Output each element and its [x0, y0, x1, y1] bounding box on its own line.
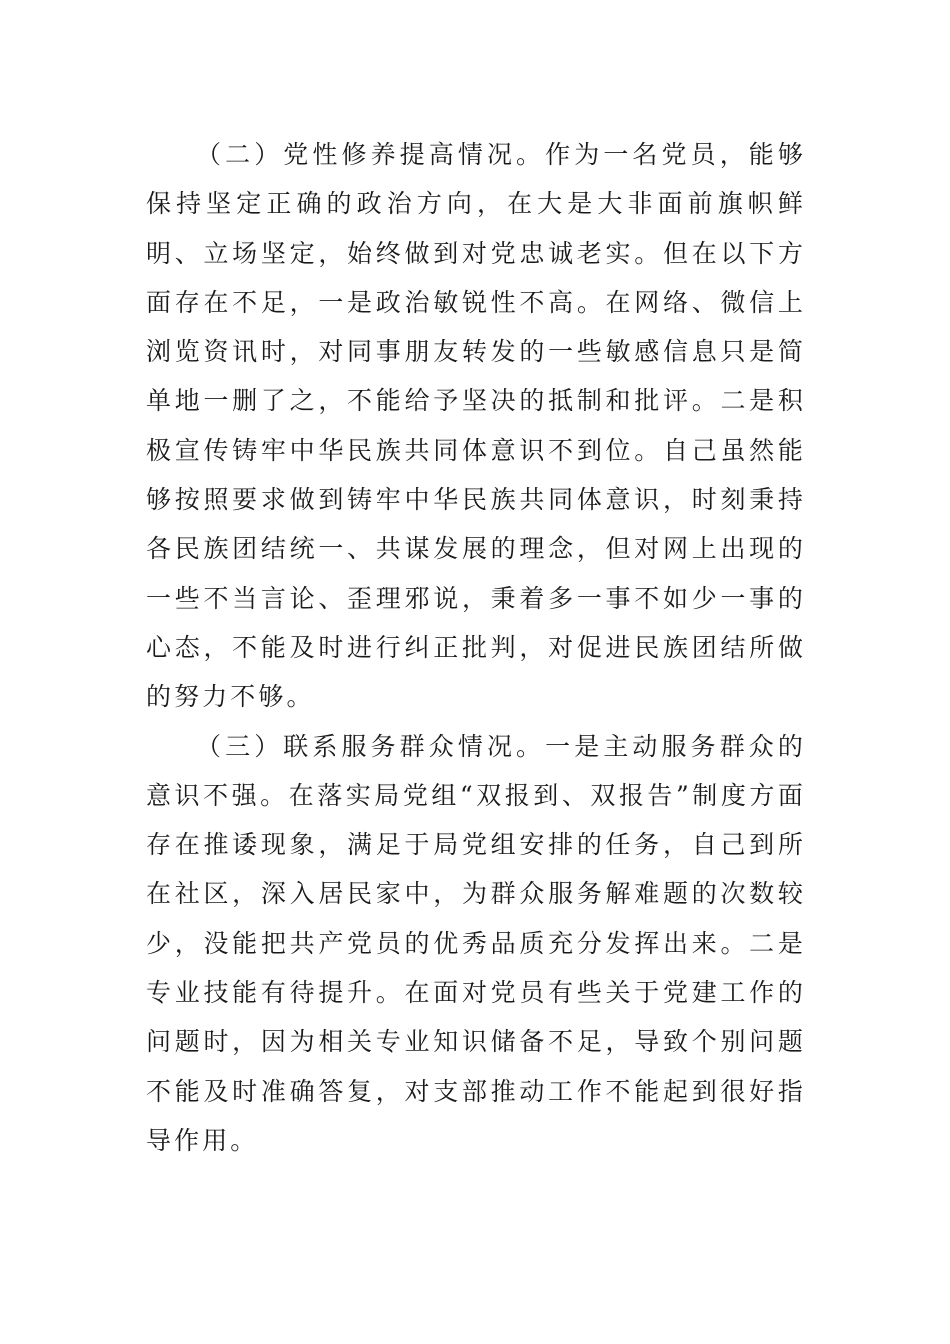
paragraph-serving-masses: （三）联系服务群众情况。一是主动服务群众的意识不强。在落实局党组“双报到、双报告”制度方面存在推诿现象，满足于局党组安排的任务，自己到所在社区，深入居民家中，为群众服务解难题的次数较少，没能把共产党员的优秀品质充分发挥出来。二是专业技能有待提升。在面对党员有些关于党建工作的问题时，因为相关专业知识储备不足，导致个别问题不能及时准确答复，对支部推动工作不能起到很好指导作用。	[146, 731, 806, 1155]
paragraph-party-spirit: （二）党性修养提高情况。作为一名党员，能够保持坚定正确的政治方向，在大是大非面前旗帜鲜明、立场坚定，始终做到对党忠诚老实。但在以下方面存在不足，一是政治敏锐性不高。在网络、微信上浏览资讯时，对同事朋友转发的一些敏感信息只是简单地一删了之，不能给予坚决的抵制和批评。二是积极宣传铸牢中华民族共同体意识不到位。自己虽然能够按照要求做到铸牢中华民族共同体意识，时刻秉持各民族团结统一、共谋发展的理念，但对网上出现的一些不当言论、歪理邪说，秉着多一事不如少一事的心态，不能及时进行纠正批判，对促进民族团结所做的努力不够。	[146, 140, 806, 712]
document-body	[146, 130, 806, 1165]
